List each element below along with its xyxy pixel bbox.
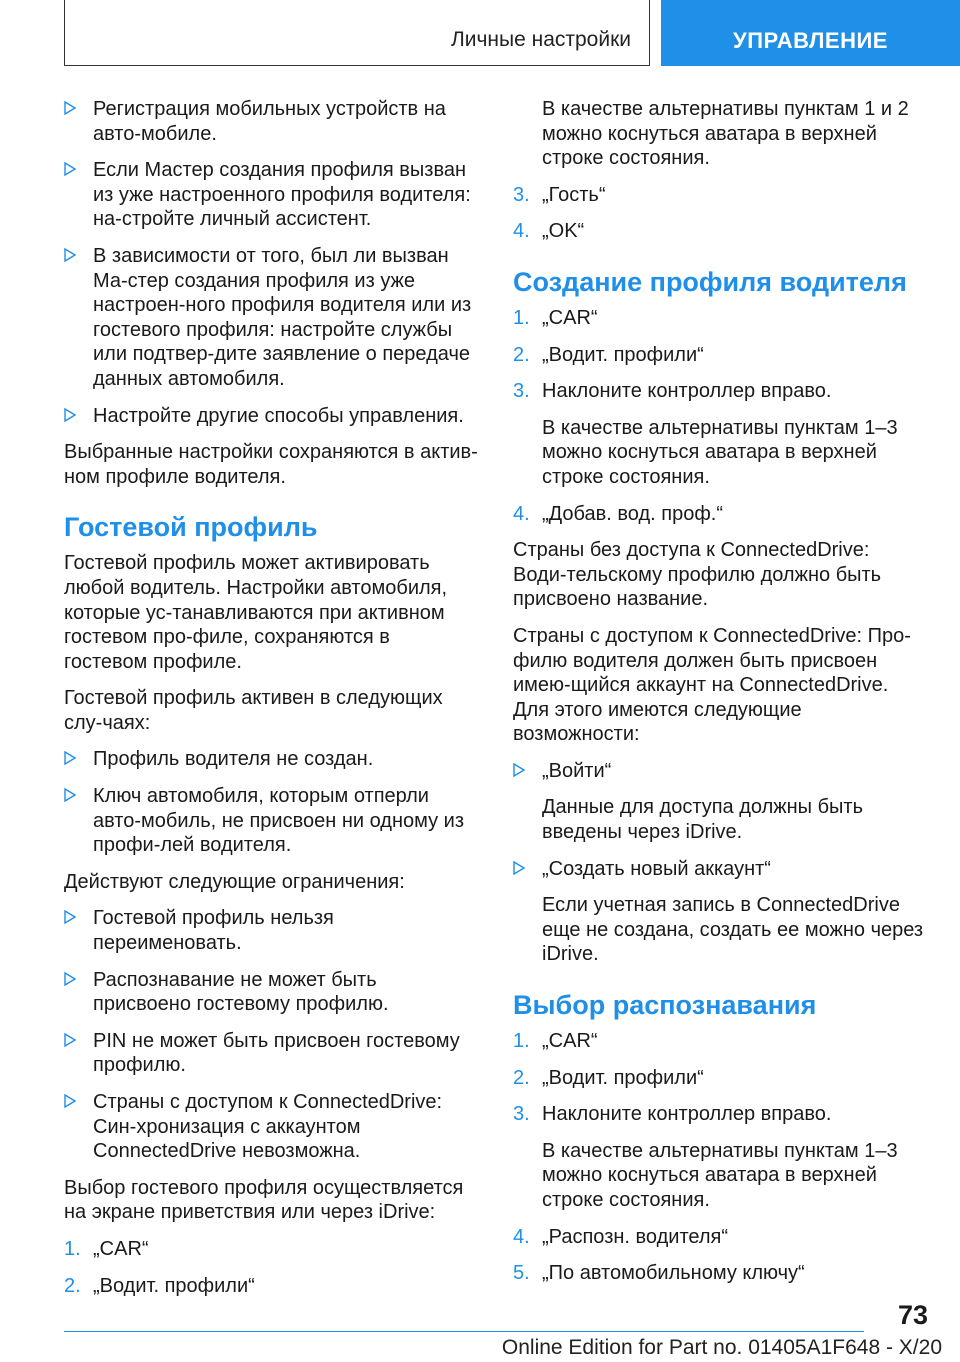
numbered-step (513, 379, 927, 404)
triangle-bullet-icon (513, 861, 525, 875)
heading-guest-profile: Гостевой профиль (64, 512, 318, 543)
step-note: В качестве альтернативы пунктам 1 и 2 можно коснуться аватара в верхней строке состояния. (542, 98, 909, 170)
step-text: „Водит. профили“ (542, 343, 704, 366)
step-number: 3. (513, 380, 530, 403)
page-number: 73 (897, 1300, 928, 1330)
list-item (513, 759, 927, 784)
step-note: В качестве альтернативы пунктам 1–3 можно коснуться аватара в верхней строке состояния. (542, 416, 898, 488)
paragraph: Выбранные настройки сохраняются в актив-ном профиле водителя. (64, 441, 478, 488)
list-item-text: PIN не может быть присвоен гостевому профилю. (93, 1029, 460, 1077)
step-number: 2. (513, 1066, 530, 1089)
step-number: 4. (513, 1225, 530, 1248)
triangle-bullet-icon (64, 751, 76, 765)
heading-create-profile: Создание профиля водителя (513, 266, 907, 297)
list-item-text: Гостевой профиль нельзя переименовать. (93, 907, 334, 955)
numbered-step (513, 1261, 927, 1286)
numbered-step (513, 1102, 927, 1127)
list-item (64, 968, 478, 1017)
header-section-title: Личные настройки (450, 28, 631, 51)
triangle-bullet-icon (64, 1033, 76, 1047)
step-number: 3. (513, 183, 530, 206)
triangle-bullet-icon (64, 1094, 76, 1108)
numbered-step (513, 1029, 927, 1054)
list-item (64, 97, 478, 146)
numbered-step (513, 343, 927, 368)
step-number: 2. (64, 1274, 81, 1297)
triangle-bullet-icon (64, 408, 76, 422)
step-text: Наклоните контроллер вправо. (542, 1103, 832, 1126)
numbered-step (513, 502, 927, 527)
header-chapter-tab: УПРАВЛЕНИЕ (661, 0, 960, 66)
footer-edition: Online Edition for Part no. 01405A1F648 - X/20 (501, 1336, 942, 1359)
step-text: „CAR“ (542, 1030, 598, 1053)
page-header (0, 0, 960, 66)
numbered-step (513, 1066, 927, 1091)
step-text: „CAR“ (542, 306, 598, 329)
list-item-text: „Войти“ (542, 759, 612, 782)
step-text: Наклоните контроллер вправо. (542, 380, 832, 403)
list-item-text: В зависимости от того, был ли вызван Ма-стер создания профиля из уже настроен-ного профиля водителя или из гостевого профиля: настройте службы или подтвер-дите заявление о передаче данных автомобиля. (93, 244, 472, 390)
step-number: 5. (513, 1262, 530, 1285)
footer-divider (64, 1331, 864, 1332)
list-item-text: Если Мастер создания профиля вызван из уже настроенного профиля водителя: на-стройте личный ассистент. (93, 159, 471, 231)
right-column (513, 97, 927, 1298)
triangle-bullet-icon (64, 162, 76, 176)
triangle-bullet-icon (64, 972, 76, 986)
step-note: В качестве альтернативы пунктам 1–3 можно коснуться аватара в верхней строке состояния. (542, 1139, 898, 1211)
bullet-note: Данные для доступа должны быть введены через iDrive. (542, 796, 864, 844)
list-item-text: Профиль водителя не создан. (93, 748, 374, 771)
step-text: „Распозн. водителя“ (542, 1225, 728, 1248)
step-text: „Добав. вод. проф.“ (542, 502, 724, 525)
paragraph: Гостевой профиль активен в следующих слу-чаях: (64, 687, 443, 734)
list-item-text: Регистрация мобильных устройств на авто-мобиле. (93, 98, 446, 145)
numbered-step (513, 306, 927, 331)
triangle-bullet-icon (64, 910, 76, 924)
paragraph: Выбор гостевого профиля осуществляется на экране приветствия или через iDrive: (64, 1176, 464, 1224)
step-text: „По автомобильному ключу“ (542, 1262, 805, 1285)
numbered-step (64, 1274, 478, 1299)
header-section-box (64, 0, 650, 66)
numbered-step (513, 219, 927, 244)
list-item (64, 784, 478, 858)
triangle-bullet-icon (64, 101, 76, 115)
step-text: „Водит. профили“ (542, 1066, 704, 1089)
step-number: 2. (513, 343, 530, 366)
list-item-text: Страны с доступом к ConnectedDrive: Син-хронизация с аккаунтом ConnectedDrive невозможна. (93, 1091, 443, 1163)
step-number: 4. (513, 220, 530, 243)
list-item (64, 158, 478, 232)
heading-recognition: Выбор распознавания (513, 990, 817, 1021)
triangle-bullet-icon (64, 248, 76, 262)
left-column (64, 97, 478, 1310)
list-item (513, 857, 927, 882)
list-item (64, 906, 478, 955)
numbered-step (513, 183, 927, 208)
step-number: 1. (64, 1237, 81, 1260)
triangle-bullet-icon (64, 788, 76, 802)
numbered-step (513, 1225, 927, 1250)
list-item (64, 1029, 478, 1078)
step-number: 1. (513, 306, 530, 329)
step-text: „CAR“ (93, 1237, 149, 1260)
list-item-text: „Создать новый аккаунт“ (542, 857, 771, 880)
paragraph: Действуют следующие ограничения: (64, 870, 405, 893)
paragraph: Страны с доступом к ConnectedDrive: Про-филю водителя должен быть присвоен имею-щийся аккаунт на ConnectedDrive. Для этого имеются следующие возможности: (513, 624, 911, 746)
list-item-text: Ключ автомобиля, которым отперли авто-мобиль, не присвоен ни одному из профи-лей водителя. (93, 785, 464, 857)
list-item (64, 404, 478, 429)
bullet-note: Если учетная запись в ConnectedDrive еще не создана, создать ее можно через iDrive. (542, 894, 924, 966)
list-item-text: Распознавание не может быть присвоено гостевому профилю. (93, 968, 389, 1016)
step-text: „Гость“ (542, 183, 606, 206)
numbered-step (64, 1237, 478, 1262)
triangle-bullet-icon (513, 763, 525, 777)
step-text: „Водит. профили“ (93, 1274, 255, 1297)
list-item (64, 1090, 478, 1164)
step-text: „OK“ (542, 220, 585, 243)
list-item (64, 244, 478, 392)
step-number: 1. (513, 1030, 530, 1053)
paragraph: Страны без доступа к ConnectedDrive: Води-тельскому профилю должно быть присвоено название. (513, 539, 882, 611)
list-item (64, 747, 478, 772)
list-item-text: Настройте другие способы управления. (93, 404, 464, 427)
paragraph: Гостевой профиль может активировать любой водитель. Настройки автомобиля, которые ус-танавливаются при активном гостевом про-филе, сохраняются в гостевом профиле. (64, 552, 448, 673)
step-number: 4. (513, 502, 530, 525)
step-number: 3. (513, 1103, 530, 1126)
